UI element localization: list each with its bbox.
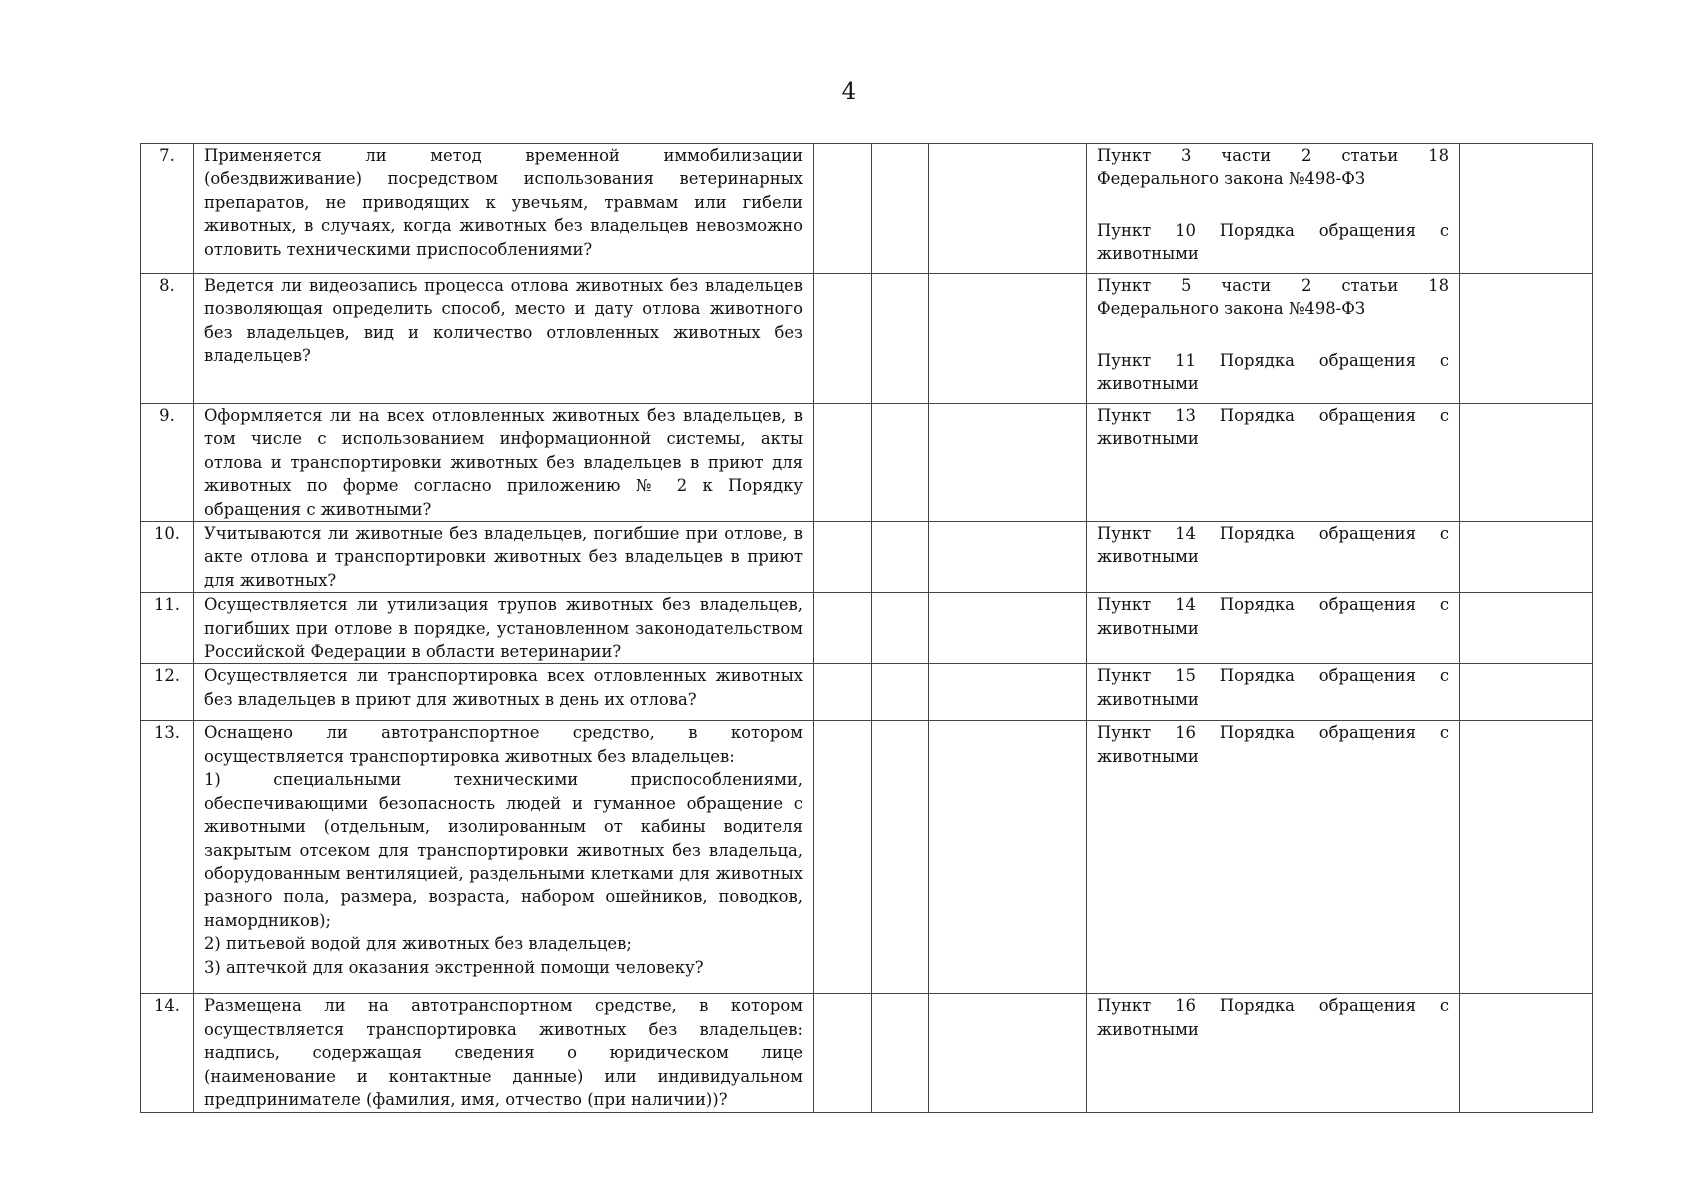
answer-cell-yes[interactable]	[814, 664, 872, 721]
table-row	[141, 404, 1593, 522]
legal-reference: Пункт 14 Порядка обращения с животными	[1097, 524, 1449, 567]
table-row	[141, 144, 1593, 274]
answer-cell-na[interactable]	[929, 274, 1087, 404]
answer-cell-na[interactable]	[929, 664, 1087, 721]
question-line: 1) специальными техническими приспособлениями, обеспечивающими безопасность людей и гуманное обращение с животными (отдельным, изолированным от кабины водителя закрытым отсеком для транспортировки животных без владельца, оборудованным вентиляцией, раздельными клетками для животных разного пола, размера, возраста, набором ошейников, поводков, намордников);	[204, 770, 803, 930]
reference-gap	[1097, 321, 1449, 349]
answer-cell-na[interactable]	[929, 593, 1087, 664]
question-line: 2) питьевой водой для животных без владельцев;	[204, 934, 632, 954]
question-text: Размещена ли на автотранспортном средстве, в котором осуществляется транспортировка животных без владельцев: надпись, содержащая сведения о юридическом лице (наименование и контактные данные) или индивидуальном предпринимателе (фамилия, имя, отчество (при наличии))?	[194, 994, 814, 1112]
row-number: 9.	[141, 404, 194, 522]
answer-cell-yes[interactable]	[814, 994, 872, 1112]
answer-cell-no[interactable]	[872, 721, 929, 994]
note-cell[interactable]	[1460, 664, 1593, 721]
row-number: 11.	[141, 593, 194, 664]
question-text: Осуществляется ли утилизация трупов животных без владельцев, погибших при отлове в порядке, установленном законодательством Российской Федерации в области ветеринарии?	[194, 593, 814, 664]
row-number: 8.	[141, 274, 194, 404]
note-cell[interactable]	[1460, 522, 1593, 593]
reference-cell	[1087, 994, 1460, 1112]
reference-cell	[1087, 404, 1460, 522]
answer-cell-yes[interactable]	[814, 721, 872, 994]
legal-reference: Пункт 10 Порядка обращения с животными	[1097, 220, 1449, 264]
question-line: Оснащено ли автотранспортное средство, в котором осуществляется транспортировка животных без владельцев:	[204, 723, 803, 766]
question-text: Осуществляется ли транспортировка всех отловленных животных без владельцев в приют для животных в день их отлова?	[194, 664, 814, 721]
question-text: Оформляется ли на всех отловленных животных без владельцев, в том числе с использованием информационной системы, акты отлова и транспортировки животных без владельцев в приют для животных по форме согласно приложению № 2 к Порядку обращения с животными?	[194, 404, 814, 522]
legal-reference: Пункт 15 Порядка обращения с животными	[1097, 666, 1449, 709]
answer-cell-na[interactable]	[929, 144, 1087, 274]
question-text: Ведется ли видеозапись процесса отлова животных без владельцев позволяющая определить способ, место и дату отлова животного без владельцев, вид и количество отловленных животных без владельцев?	[194, 274, 814, 404]
legal-reference: Пункт 16 Порядка обращения с животными	[1097, 996, 1449, 1039]
answer-cell-yes[interactable]	[814, 404, 872, 522]
answer-cell-no[interactable]	[872, 994, 929, 1112]
reference-cell	[1087, 593, 1460, 664]
note-cell[interactable]	[1460, 721, 1593, 994]
legal-reference: Пункт 11 Порядка обращения с животными	[1097, 350, 1449, 394]
note-cell[interactable]	[1460, 994, 1593, 1112]
note-cell[interactable]	[1460, 404, 1593, 522]
reference-gap	[1097, 191, 1449, 219]
table-row	[141, 721, 1593, 994]
answer-cell-yes[interactable]	[814, 522, 872, 593]
row-number: 14.	[141, 994, 194, 1112]
answer-cell-no[interactable]	[872, 274, 929, 404]
legal-reference: Пункт 5 части 2 статьи 18 Федерального закона №498-ФЗ	[1097, 276, 1449, 319]
row-number: 7.	[141, 144, 194, 274]
answer-cell-no[interactable]	[872, 144, 929, 274]
table-row	[141, 522, 1593, 593]
answer-cell-no[interactable]	[872, 664, 929, 721]
question-text: Применяется ли метод временной иммобилизации (обездвиживание) посредством использования ветеринарных препаратов, не приводящих к увечьям, травмам или гибели животных, в случаях, когда животных без владельцев невозможно отловить техническими приспособлениями?	[194, 144, 814, 274]
question-line: 3) аптечкой для оказания экстренной помощи человеку?	[204, 957, 704, 977]
legal-reference: Пункт 3 части 2 статьи 18 Федерального закона №498-ФЗ	[1097, 146, 1449, 189]
answer-cell-yes[interactable]	[814, 274, 872, 404]
reference-cell	[1087, 274, 1460, 404]
legal-reference: Пункт 14 Порядка обращения с животными	[1097, 595, 1449, 638]
answer-cell-na[interactable]	[929, 404, 1087, 522]
answer-cell-yes[interactable]	[814, 593, 872, 664]
question-text	[194, 721, 814, 994]
legal-reference: Пункт 13 Порядка обращения с животными	[1097, 406, 1449, 449]
reference-cell	[1087, 664, 1460, 721]
reference-cell	[1087, 721, 1460, 994]
answer-cell-na[interactable]	[929, 522, 1087, 593]
note-cell[interactable]	[1460, 593, 1593, 664]
table-row	[141, 664, 1593, 721]
answer-cell-no[interactable]	[872, 593, 929, 664]
table-row	[141, 274, 1593, 404]
page-number: 4	[841, 79, 857, 105]
checklist-table	[140, 143, 1593, 1113]
question-text: Учитываются ли животные без владельцев, погибшие при отлове, в акте отлова и транспортировки животных без владельцев в приют для животных?	[194, 522, 814, 593]
note-cell[interactable]	[1460, 144, 1593, 274]
reference-cell	[1087, 144, 1460, 274]
answer-cell-yes[interactable]	[814, 144, 872, 274]
answer-cell-no[interactable]	[872, 522, 929, 593]
legal-reference: Пункт 16 Порядка обращения с животными	[1097, 723, 1449, 766]
note-cell[interactable]	[1460, 274, 1593, 404]
table-row	[141, 994, 1593, 1112]
answer-cell-no[interactable]	[872, 404, 929, 522]
answer-cell-na[interactable]	[929, 994, 1087, 1112]
table-row	[141, 593, 1593, 664]
row-number: 12.	[141, 664, 194, 721]
reference-cell	[1087, 522, 1460, 593]
row-number: 10.	[141, 522, 194, 593]
row-number: 13.	[141, 721, 194, 994]
answer-cell-na[interactable]	[929, 721, 1087, 994]
